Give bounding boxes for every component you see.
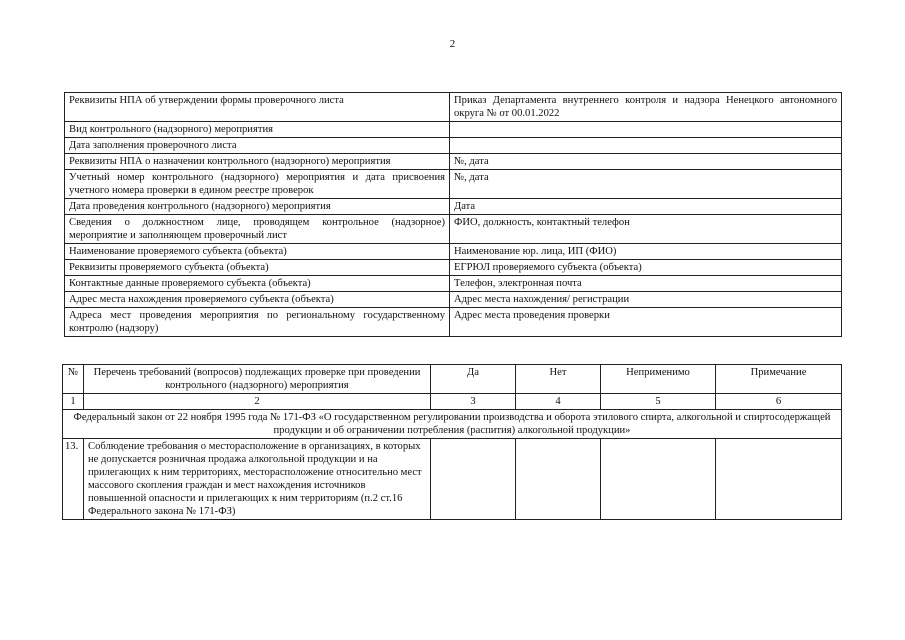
item-note-cell[interactable]: [716, 439, 842, 520]
requisite-label: Реквизиты проверяемого субъекта (объекта): [65, 260, 450, 276]
requisite-value: Дата: [450, 199, 842, 215]
requisite-label: Сведения о должностном лице, проводящем контрольное (надзорное) мероприятие и заполняющем проверочный лист: [65, 215, 450, 244]
item-not-applicable-cell[interactable]: [601, 439, 716, 520]
item-no-cell[interactable]: [516, 439, 601, 520]
requisite-label: Вид контрольного (надзорного) мероприятия: [65, 122, 450, 138]
column-number: 4: [516, 394, 601, 410]
requisite-value: №, дата: [450, 154, 842, 170]
requisites-table: [64, 92, 842, 337]
law-title: Федеральный закон от 22 ноября 1995 года № 171-ФЗ «О государственном регулировании производства и оборота этилового спирта, алкогольной и спиртосодержащей продукции и об ограничении потребления (распития) алкогольной продукции»: [63, 410, 842, 439]
requisite-row: [65, 244, 842, 260]
requisite-label: Дата проведения контрольного (надзорного) мероприятия: [65, 199, 450, 215]
requisite-label: Реквизиты НПА о назначении контрольного (надзорного) мероприятия: [65, 154, 450, 170]
requisite-row: [65, 138, 842, 154]
column-number: 6: [716, 394, 842, 410]
checklist-table: [62, 364, 842, 520]
requisite-label: Адреса мест проведения мероприятия по региональному государственному контролю (надзору): [65, 308, 450, 337]
header-not-applicable: Неприменимо: [601, 365, 716, 394]
column-number: 1: [63, 394, 84, 410]
header-requirement: Перечень требований (вопросов) подлежащих проверке при проведении контрольного (надзорного) мероприятия: [84, 365, 431, 394]
requisite-row: [65, 93, 842, 122]
requisite-label: Учетный номер контрольного (надзорного) мероприятия и дата присвоения учетного номера проверки в едином реестре проверок: [65, 170, 450, 199]
requisite-row: [65, 215, 842, 244]
requisite-row: [65, 170, 842, 199]
requisite-value: Наименование юр. лица, ИП (ФИО): [450, 244, 842, 260]
column-number: 2: [84, 394, 431, 410]
requisite-label: Дата заполнения проверочного листа: [65, 138, 450, 154]
requisite-row: [65, 308, 842, 337]
law-section-row: [63, 410, 842, 439]
header-note: Примечание: [716, 365, 842, 394]
requisite-row: [65, 154, 842, 170]
requisite-row: [65, 292, 842, 308]
requisite-label: Адрес места нахождения проверяемого субъекта (объекта): [65, 292, 450, 308]
requisite-value: [450, 138, 842, 154]
requisite-value: ЕГРЮЛ проверяемого субъекта (объекта): [450, 260, 842, 276]
checklist-header-row: [63, 365, 842, 394]
requisite-value: Приказ Департамента внутреннего контроля и надзора Ненецкого автономного округа № от 00.01.2022: [450, 93, 842, 122]
requisite-row: [65, 260, 842, 276]
requisite-value: Адрес места нахождения/ регистрации: [450, 292, 842, 308]
requisite-row: [65, 122, 842, 138]
requisite-row: [65, 276, 842, 292]
requisite-row: [65, 199, 842, 215]
item-number: 13.: [63, 439, 84, 520]
requisite-label: Реквизиты НПА об утверждении формы проверочного листа: [65, 93, 450, 122]
requisite-value: [450, 122, 842, 138]
requisite-label: Контактные данные проверяемого субъекта (объекта): [65, 276, 450, 292]
header-yes: Да: [431, 365, 516, 394]
table-row: [63, 439, 842, 520]
header-num: №: [63, 365, 84, 394]
header-no: Нет: [516, 365, 601, 394]
page-number: 2: [449, 38, 456, 50]
requisite-label: Наименование проверяемого субъекта (объекта): [65, 244, 450, 260]
column-number: 3: [431, 394, 516, 410]
requisite-value: Адрес места проведения проверки: [450, 308, 842, 337]
item-requirement: Соблюдение требования о месторасположение в организациях, в которых не допускается розничная продажа алкогольной продукции и на прилегающих к ним территориях, месторасположение относительно мест массового скопления граждан и мест нахождения источников повышенной опасности и прилегающих к ним территориям (п.2 ст.16 Федерального закона № 171-ФЗ): [84, 439, 431, 520]
item-yes-cell[interactable]: [431, 439, 516, 520]
requisite-value: ФИО, должность, контактный телефон: [450, 215, 842, 244]
column-number: 5: [601, 394, 716, 410]
column-numbers-row: [63, 394, 842, 410]
requisite-value: Телефон, электронная почта: [450, 276, 842, 292]
requisite-value: №, дата: [450, 170, 842, 199]
